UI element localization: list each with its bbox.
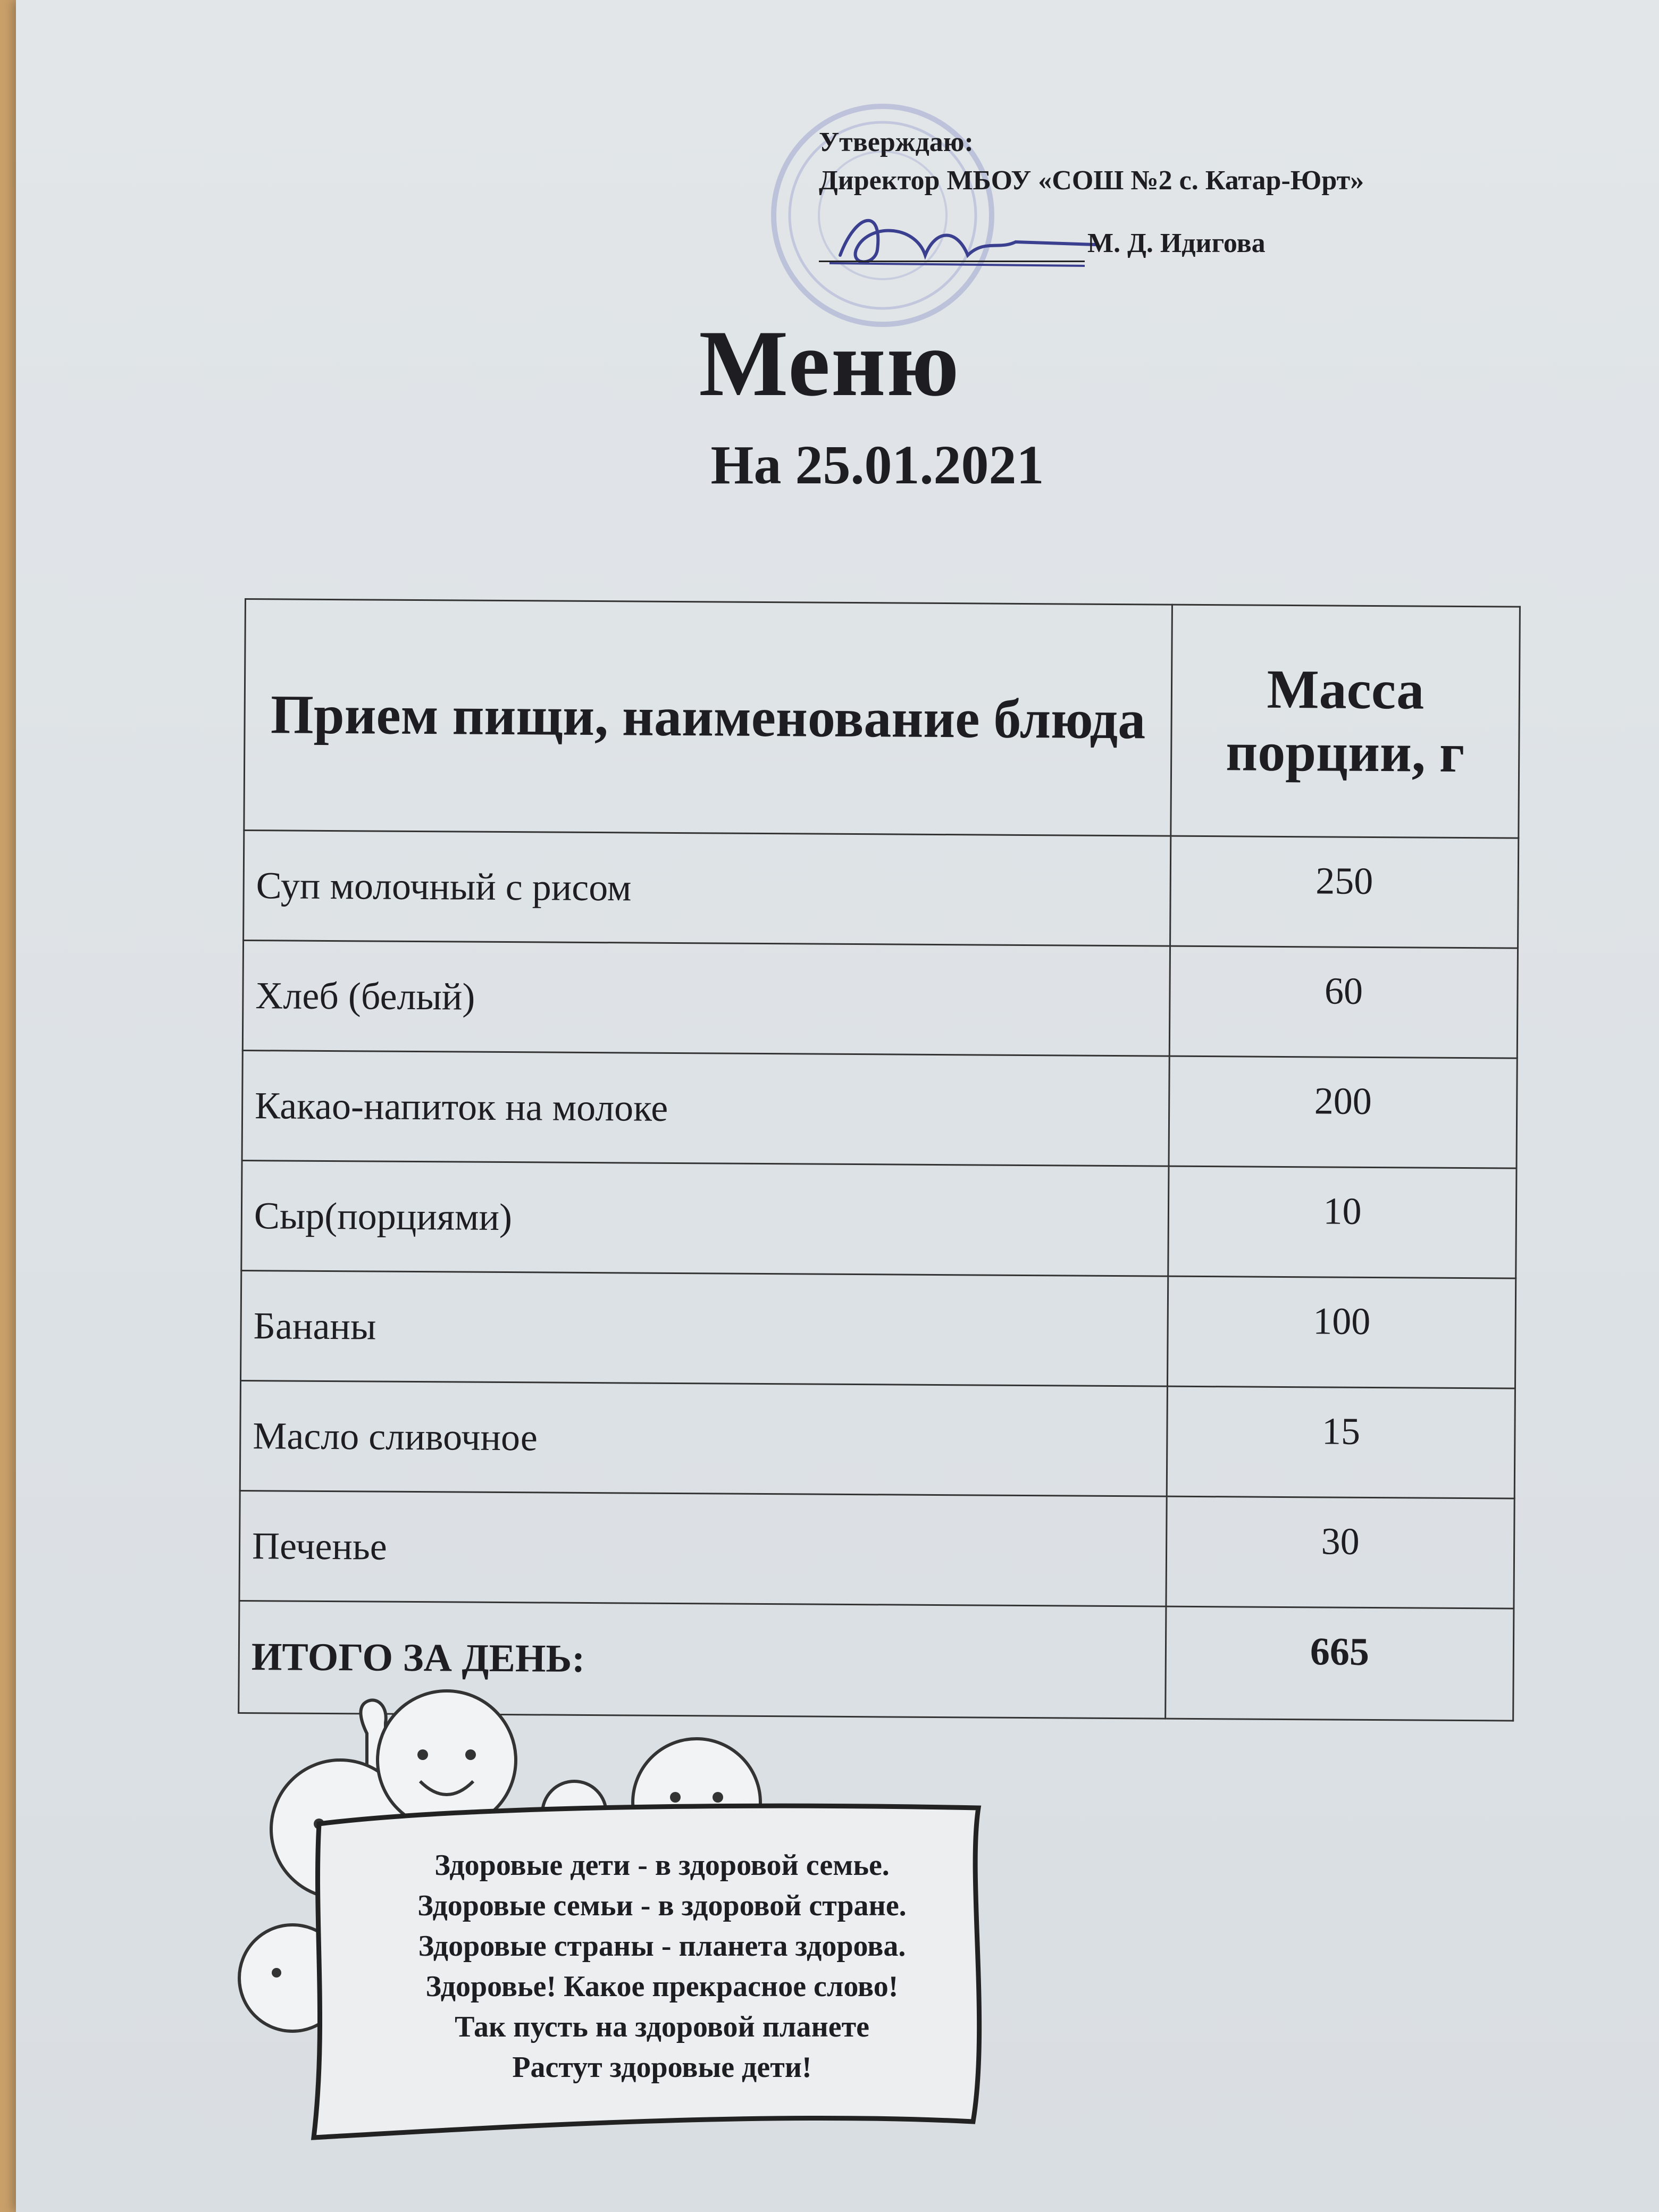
dish-cell: Суп молочный с рисом <box>244 831 1171 946</box>
table-row <box>242 940 1518 1058</box>
signature-line <box>819 261 1085 262</box>
header-mass: Масса порции, г <box>1171 605 1520 838</box>
dish-cell: Какао-напиток на молоке <box>242 1050 1169 1166</box>
page-title: Меню <box>699 311 960 416</box>
poem-line: Так пусть на здоровой планете <box>455 2010 869 2043</box>
dish-cell: Бананы <box>241 1270 1168 1386</box>
table-row <box>241 1160 1516 1278</box>
menu-table <box>238 598 1521 1722</box>
table-row <box>239 1490 1514 1608</box>
table-row <box>244 831 1519 949</box>
approval-line2: Директор МБОУ «СОШ №2 с. Катар-Юрт» <box>819 165 1364 196</box>
dish-cell: Печенье <box>239 1490 1167 1606</box>
approval-line1: Утверждаю: <box>819 127 974 157</box>
poem-line: Здоровье! Какое прекрасное слово! <box>425 1970 899 2003</box>
total-label: ИТОГО ЗА ДЕНЬ: <box>239 1601 1166 1719</box>
mass-cell: 15 <box>1167 1386 1515 1498</box>
mass-cell: 200 <box>1169 1056 1517 1168</box>
mass-cell: 10 <box>1168 1166 1516 1278</box>
total-mass: 665 <box>1166 1606 1514 1721</box>
dish-cell: Масло сливочное <box>240 1380 1167 1496</box>
handwritten-signature <box>808 191 1106 276</box>
mass-cell: 60 <box>1169 946 1518 1058</box>
poem-line: Здоровые дети - в здоровой семье. <box>434 1849 890 1882</box>
dish-cell: Хлеб (белый) <box>242 940 1170 1056</box>
poem-text <box>335 1845 989 2088</box>
header-dish: Прием пищи, наименование блюда <box>244 599 1172 836</box>
table-header-row <box>244 599 1520 839</box>
table-row <box>240 1380 1515 1498</box>
mass-cell: 250 <box>1170 836 1519 948</box>
dish-cell: Сыр(порциями) <box>241 1160 1169 1276</box>
table-row <box>241 1270 1516 1388</box>
page-subtitle-date: На 25.01.2021 <box>710 434 1044 496</box>
poem-line: Растут здоровые дети! <box>512 2051 812 2084</box>
approval-block <box>819 123 1364 200</box>
mass-cell: 100 <box>1167 1276 1515 1388</box>
poem-line: Здоровые семьи - в здоровой стране. <box>417 1889 907 1922</box>
signatory-name: М. Д. Идигова <box>1087 228 1266 258</box>
mass-cell: 30 <box>1166 1496 1514 1608</box>
poem-line: Здоровые страны - планета здорова. <box>418 1930 906 1963</box>
table-row <box>242 1050 1517 1168</box>
